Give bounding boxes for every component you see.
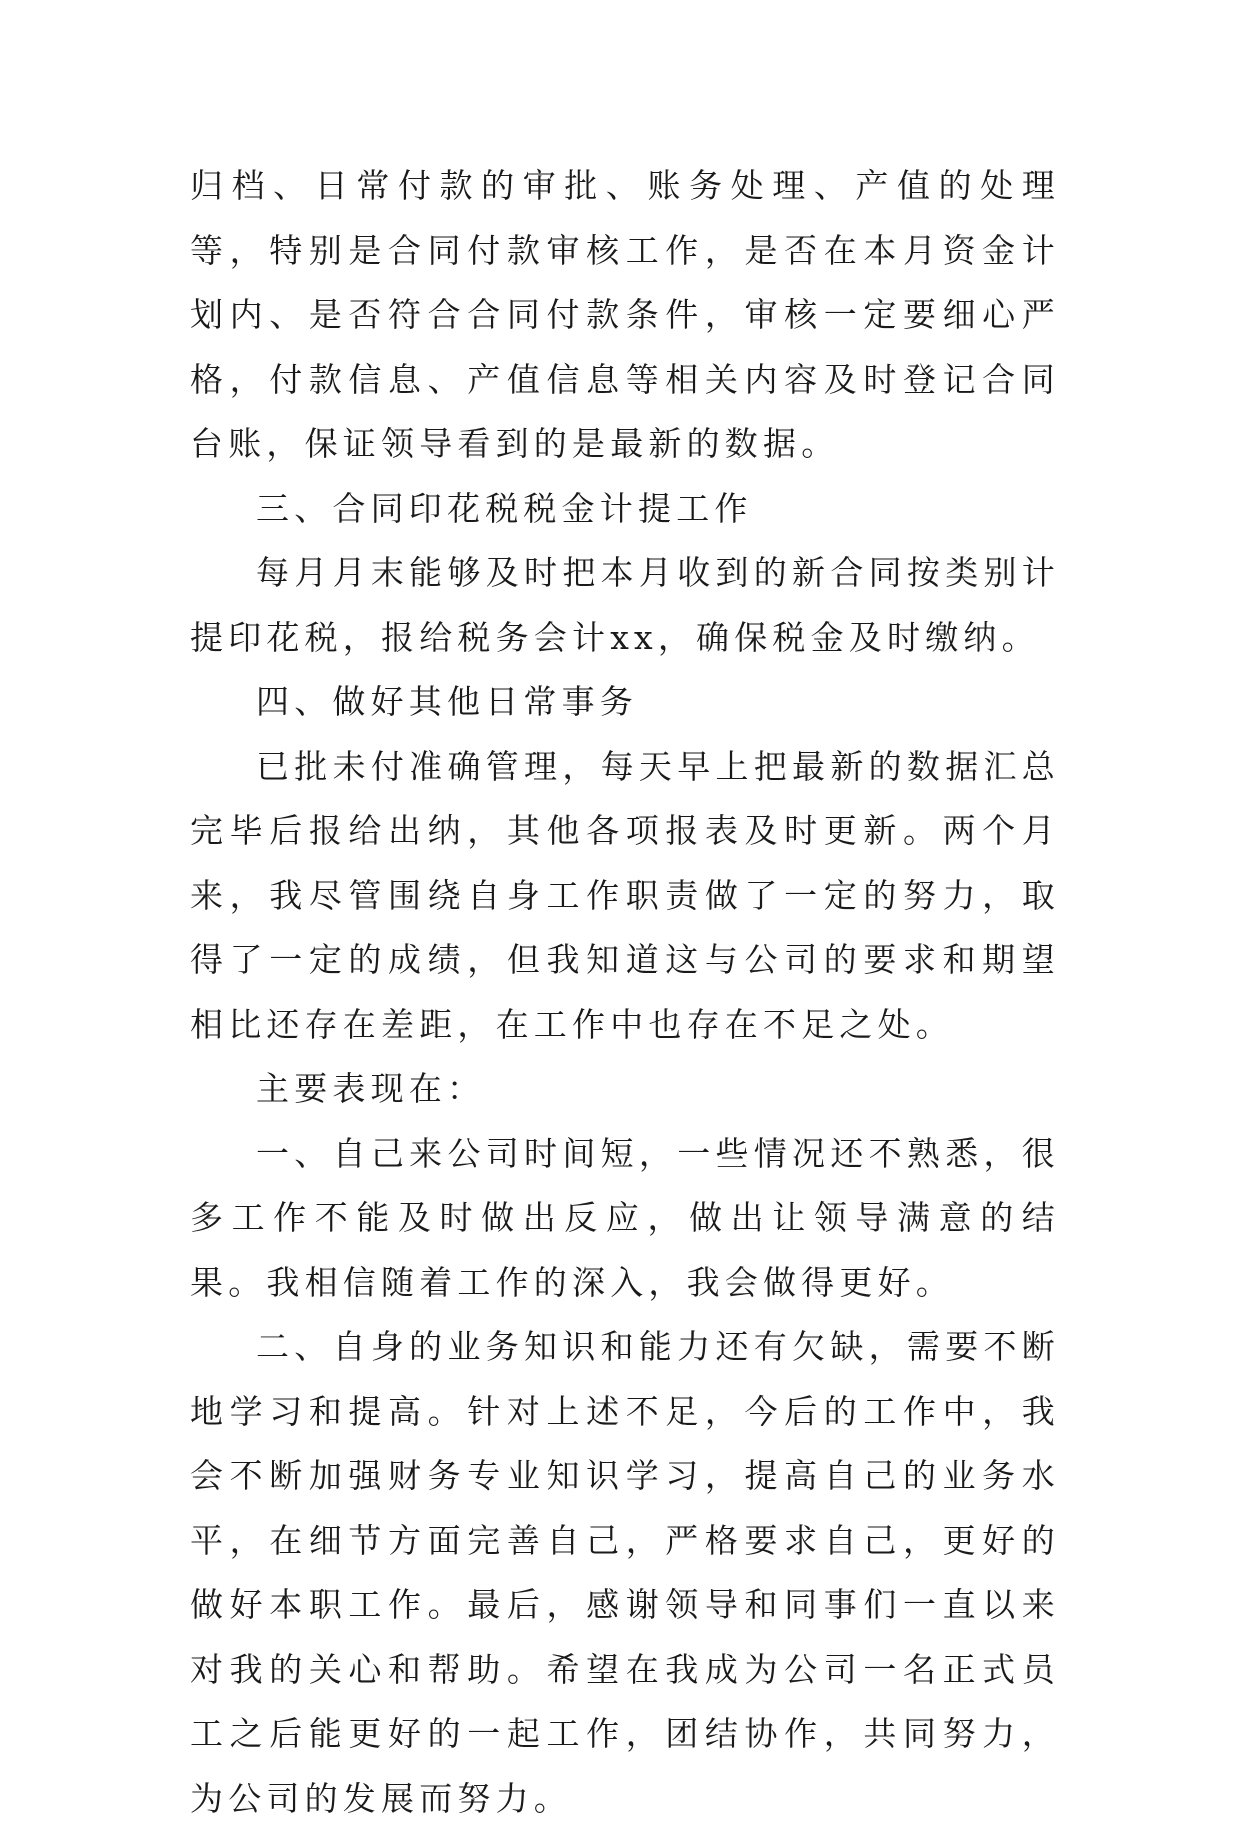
paragraph-point-two: 二、自身的业务知识和能力还有欠缺，需要不断地学习和提高。针对上述不足，今后的工作中，我会不断加强财务专业知识学习，提高自己的业务水平，在细节方面完善自己，严格要求自己，更好的做好本职工作。最后，感谢领导和同事们一直以来对我的关心和帮助。希望在我成为公司一名正式员工之后能更好的一起工作，团结协作，共同努力，为公司的发展而努力。 (190, 1327, 1060, 1818)
document-body (190, 154, 1060, 1831)
paragraph-main-performance: 主要表现在： (256, 1069, 486, 1108)
paragraph-point-one: 一、自己来公司时间短，一些情况还不熟悉，很多工作不能及时做出反应，做出让领导满意的结果。我相信随着工作的深入，我会做得更好。 (190, 1133, 1060, 1302)
paragraph-payment-review: 归档、日常付款的审批、账务处理、产值的处理等，特别是合同付款审核工作，是否在本月资金计划内、是否符合合同付款条件，审核一定要细心严格，付款信息、产值信息等相关内容及时登记合同台账，保证领导看到的是最新的数据。 (190, 166, 1060, 463)
section-heading-stamp-tax: 三、合同印花税税金计提工作 (256, 488, 753, 528)
paragraph-daily-affairs: 已批未付准确管理，每天早上把最新的数据汇总完毕后报给出纳，其他各项报表及时更新。两个月来，我尽管围绕自身工作职责做了一定的努力，取得了一定的成绩，但我知道这与公司的要求和期望相比还存在差距，在工作中也存在不足之处。 (190, 746, 1060, 1044)
section-heading-daily-affairs: 四、做好其他日常事务 (256, 682, 638, 721)
paragraph-stamp-tax: 每月月末能够及时把本月收到的新合同按类别计提印花税，报给税务会计xx，确保税金及时缴纳。 (190, 553, 1060, 657)
